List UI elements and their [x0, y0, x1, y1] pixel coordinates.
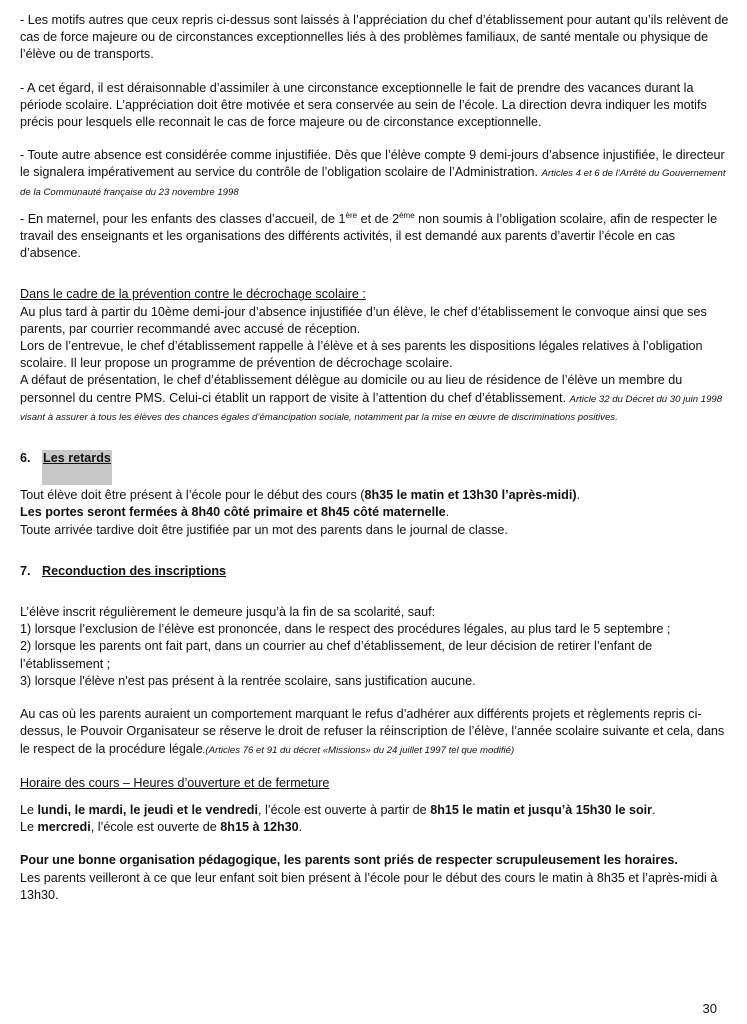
prevention-line-2: Lors de l’entrevue, le chef d’établissement rappelle à l’élève et à ses parents les dispositions légales relatives à l’obligation scolaire. Il leur propose un programme de prévention de décrochage scolaire.: [20, 339, 703, 371]
retards-line-3: Toute arrivée tardive doit être justifiée par un mot des parents dans le journal de classe.: [20, 522, 508, 537]
inscriptions-item-2: 2) lorsque les parents ont fait part, dans un courrier au chef d’établissement, de leur décision de retirer l’enfant de l’établissement ;: [20, 639, 653, 671]
horaire-wednesday: mercredi: [37, 820, 91, 835]
horaire-line-4: Les parents veilleront à ce que leur enfant soit bien présent à l’école pour le début des cours le matin à 8h35 et l’après-midi à 13h30.: [20, 870, 718, 902]
inscriptions-item-1: 1) lorsque l’exclusion de l’élève est prononcée, dans le respect des procédures légales, au plus tard le 5 septembre ;: [20, 622, 671, 637]
page-number: 30: [702, 1001, 717, 1016]
horaire-l1-c: , l’école est ouverte à partir de: [257, 802, 431, 817]
retards-line-1-c: .: [576, 488, 581, 503]
paragraph-absence-injustifiee: [20, 147, 732, 201]
maternel-text-b: et de 2: [357, 211, 400, 226]
maternel-text-c: non soumis à l’obligation scolaire, afin de respecter le travail des enseignants et les organisations des différents activités, il est demandé aux parents d’avertir l’école en cas d’absence.: [20, 211, 718, 261]
horaire-l1-e: .: [652, 802, 656, 817]
retards-line-2-c: .: [445, 505, 450, 520]
maternel-text-a: - En maternel, pour les enfants des classes d’accueil, de 1: [20, 211, 346, 226]
retards-line-1-a: Tout élève doit être présent à l’école pour le début des cours (: [20, 488, 365, 503]
prevention-line-1: Au plus tard à partir du 10ème demi-jour d’absence injustifiée d’un élève, le chef d’établissement le convoque ainsi que ses parents, par courrier recommandé avec accusé de réception.: [20, 304, 707, 336]
reference-articles-4-6: Articles 4 et 6 de l’Arrêté du Gouvernement de la Communauté française du 23 novembre 1998: [20, 168, 726, 198]
superscript-2eme: ème: [399, 210, 415, 220]
retards-portes: Les portes seront fermées à 8h40 côté primaire et 8h45 côté maternelle: [20, 505, 446, 520]
paragraph-maternel: [20, 211, 732, 263]
section-6-number: 6.: [20, 451, 31, 466]
retards-line-2: [20, 504, 732, 521]
inscriptions-paragraph: [20, 706, 732, 759]
section-6-title: Les retards: [42, 450, 112, 485]
reference-articles-76-91: .(Articles 76 et 91 du décret «Missions» du 24 juillet 1997 tel que modifié): [202, 744, 515, 756]
inscriptions-item-3: 3) lorsque l'élève n'est pas présent à la rentrée scolaire, sans justification aucune.: [20, 673, 476, 688]
horaire-line-3: [20, 852, 732, 869]
paragraph-motifs: - Les motifs autres que ceux repris ci-dessus sont laissés à l’appréciation du chef d’établissement pour autant qu’ils relèvent de cas de force majeure ou de circonstances exceptionnelles liés à des problèmes familiaux, de santé mentale ou physique de l’élève ou de transports.: [20, 13, 729, 62]
superscript-1ere: ère: [345, 210, 358, 220]
inscriptions-intro: L’élève inscrit régulièrement le demeure jusqu’à la fin de sa scolarité, sauf:: [20, 605, 436, 620]
prevention-title: Dans le cadre de la prévention contre le décrochage scolaire :: [20, 287, 366, 302]
paragraph-absence-text: - Toute autre absence est considérée comme injustifiée. Dès que l’élève compte 9 demi-jours d’absence injustifiée, le directeur le signalera impérativement au service du contrôle de l’obligation scolaire de l’Administration.: [20, 148, 725, 180]
horaire-hours-week: 8h15 le matin et jusqu’à 15h30 le soir: [430, 802, 653, 817]
paragraph-vacances: - A cet égard, il est déraisonnable d’assimiler à une circonstance exceptionnelle le fait de prendre des vacances durant la période scolaire. L’appréciation doit être motivée et sera conservée au sein de l’école. La direction devra indiquer les motifs précis pour lesquels elle reconnait le cas de force majeure ou de circonstance exceptionnelle.: [20, 80, 707, 130]
prevention-line-3: [20, 372, 732, 426]
horaire-days: lundi, le mardi, le jeudi et le vendredi: [37, 802, 258, 817]
section-7-heading: [20, 563, 732, 580]
section-7-title: Reconduction des inscriptions: [42, 563, 227, 578]
horaire-l1-a: Le: [20, 802, 38, 817]
reference-article-32: Article 32 du Décret du 30 juin 1998 visant à assurer à tous les élèves des chances égales d’émancipation sociale, notamment par la mise en œuvre de discriminations positives.: [20, 393, 723, 423]
inscriptions-paragraph-text: Au cas où les parents auraient un comportement marquant le refus d’adhérer aux différents projets et règlements repris ci-dessus, le Pouvoir Organisateur se réserve le droit de refuser la réinscription de l’élève, l’année scolaire suivante et cela, dans le respect de la procédure légale: [20, 707, 725, 756]
retards-hours: 8h35 le matin et 13h30 l’après-midi): [364, 488, 577, 503]
horaire-bold-notice: Pour une bonne organisation pédagogique, les parents sont priés de respecter scrupuleusement les horaires.: [20, 853, 678, 868]
horaire-l2-a: Le: [20, 820, 38, 835]
horaire-line-1: [20, 802, 732, 819]
horaire-l2-c: , l’école est ouverte de: [90, 820, 221, 835]
horaire-title: Horaire des cours – Heures d’ouverture et de fermeture: [20, 775, 330, 790]
prevention-line-3-text: A défaut de présentation, le chef d’établissement délègue au domicile ou au lieu de résidence de l’élève un membre du personnel du centre PMS. Celui-ci établit un rapport de visite à l’attention du chef d’établissement.: [20, 373, 683, 405]
section-6-heading: [20, 450, 732, 485]
document-page: [20, 12, 732, 904]
retards-line-1: [20, 487, 732, 504]
section-7-number: 7.: [20, 563, 31, 578]
horaire-line-2: [20, 819, 732, 836]
horaire-l2-e: .: [298, 820, 303, 835]
horaire-hours-wednesday: 8h15 à 12h30: [220, 820, 299, 835]
